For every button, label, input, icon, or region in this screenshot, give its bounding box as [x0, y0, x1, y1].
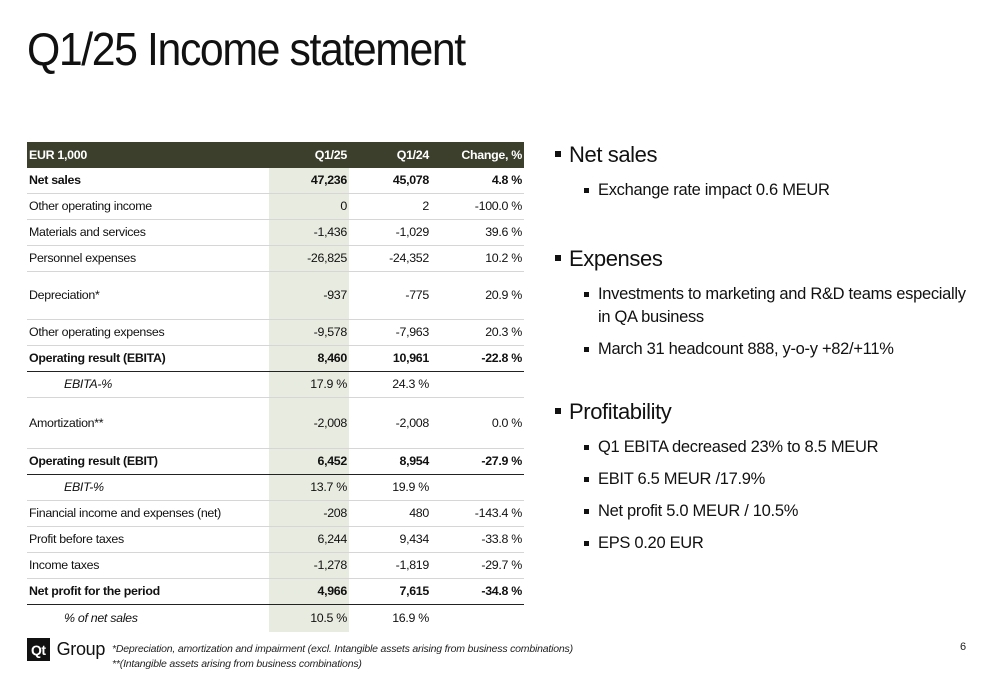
- qt-group-logo: [27, 638, 105, 661]
- bullet-square-icon: [584, 445, 589, 450]
- header-q1-24: Q1/24: [396, 148, 429, 162]
- row-label: Net sales: [29, 173, 81, 188]
- sub-bullet-text: EPS 0.20 EUR: [598, 534, 704, 552]
- row-label: Amortization**: [29, 415, 104, 430]
- bullet-square-icon: [584, 541, 589, 546]
- page-number: 6: [960, 641, 967, 653]
- cell-change: 39.6 %: [485, 225, 522, 239]
- row-label: Depreciation*: [29, 288, 100, 302]
- sub-bullet-text: Net profit 5.0 MEUR / 10.5%: [598, 502, 799, 520]
- table-row: [27, 448, 524, 474]
- bullet-square-icon: [584, 292, 589, 297]
- header-q1-25: Q1/25: [314, 148, 347, 162]
- cell-q1-24: 7,615: [399, 584, 429, 598]
- table-row: [27, 474, 524, 500]
- cell-q1-24: -24,352: [389, 251, 429, 265]
- cell-q1-25: -1,436: [269, 219, 349, 245]
- sub-bullet-text: Exchange rate impact 0.6 MEUR: [598, 181, 830, 199]
- bullet-net-sales: [555, 140, 975, 170]
- row-label: Personnel expenses: [29, 251, 136, 265]
- cell-q1-24: 480: [409, 506, 429, 520]
- sub-bullet-text: Q1 EBITA decreased 23% to 8.5 MEUR: [598, 438, 879, 456]
- qt-logo-mark: Qt: [27, 638, 50, 661]
- table-row: [27, 552, 524, 578]
- bullet-heading: Expenses: [569, 246, 663, 271]
- cell-q1-24: -1,819: [395, 558, 429, 572]
- qt-logo-text: Group: [56, 639, 106, 659]
- cell-q1-24: 45,078: [392, 173, 429, 188]
- cell-q1-25: 0: [269, 193, 349, 219]
- cell-change: [431, 604, 524, 632]
- row-label: Financial income and expenses (net): [29, 506, 221, 520]
- bullet-square-icon: [555, 151, 561, 157]
- bullet-heading: Net sales: [569, 142, 658, 167]
- header-change: Change, %: [461, 148, 522, 162]
- cell-q1-25: -9,578: [269, 319, 349, 345]
- row-label: EBITA-%: [64, 377, 112, 391]
- cell-q1-25: 47,236: [269, 168, 349, 193]
- row-label: Operating result (EBIT): [29, 454, 158, 468]
- table-row: [27, 319, 524, 345]
- sub-bullet: [555, 468, 975, 491]
- cell-q1-25: 6,244: [269, 526, 349, 552]
- sub-bullet: [555, 500, 975, 523]
- table-row: [27, 168, 524, 193]
- table-row: [27, 526, 524, 552]
- table-row: [27, 578, 524, 604]
- cell-change: [431, 474, 524, 500]
- cell-change: 20.9 %: [485, 288, 522, 302]
- cell-change: [431, 371, 524, 397]
- row-label: Materials and services: [29, 225, 146, 239]
- cell-change: 0.0 %: [491, 415, 522, 430]
- cell-q1-24: -2,008: [395, 415, 429, 430]
- cell-change: 10.2 %: [485, 251, 522, 265]
- table-row: [27, 193, 524, 219]
- sub-bullet: [555, 532, 975, 555]
- bullet-profitability: [555, 397, 975, 427]
- cell-q1-24: -775: [405, 288, 429, 302]
- cell-q1-24: 10,961: [392, 351, 429, 365]
- commentary-bullets: [555, 140, 975, 555]
- cell-q1-24: 9,434: [399, 532, 429, 546]
- cell-change: -34.8 %: [481, 584, 522, 598]
- bullet-square-icon: [584, 347, 589, 352]
- sub-bullet-text: Investments to marketing and R&D teams especially in QA business: [598, 285, 966, 326]
- cell-q1-25: 10.5 %: [269, 604, 349, 632]
- cell-q1-25: 17.9 %: [269, 371, 349, 397]
- sub-bullet: [555, 283, 975, 329]
- cell-q1-25: -208: [269, 500, 349, 526]
- cell-q1-24: -7,963: [395, 325, 429, 339]
- income-statement-table: [27, 142, 524, 632]
- cell-q1-25: -1,278: [269, 552, 349, 578]
- table-row: [27, 245, 524, 271]
- bullet-square-icon: [584, 188, 589, 193]
- cell-q1-25: 4,966: [269, 578, 349, 604]
- cell-q1-25: -937: [269, 271, 349, 319]
- row-label: Other operating income: [29, 199, 152, 213]
- bullet-square-icon: [555, 255, 561, 261]
- sub-bullet-text: March 31 headcount 888, y-o-y +82/+11%: [598, 340, 894, 358]
- footnote-depreciation: *Depreciation, amortization and impairment (excl. Intangible assets arising from business combinations): [112, 643, 573, 655]
- sub-bullet: [555, 436, 975, 459]
- row-label: Profit before taxes: [29, 532, 124, 546]
- cell-q1-25: -2,008: [269, 397, 349, 448]
- row-label: EBIT-%: [64, 480, 104, 494]
- cell-change: -29.7 %: [481, 558, 522, 572]
- bullet-square-icon: [584, 509, 589, 514]
- cell-change: -33.8 %: [481, 532, 522, 546]
- cell-q1-25: 6,452: [269, 448, 349, 474]
- footnotes: [112, 642, 573, 672]
- cell-change: -22.8 %: [481, 351, 522, 365]
- cell-q1-25: 8,460: [269, 345, 349, 371]
- footnote-amortization: **(Intangible assets arising from business combinations): [112, 658, 362, 670]
- cell-q1-24: 2: [422, 199, 429, 213]
- row-label: % of net sales: [64, 611, 138, 626]
- bullet-heading: Profitability: [569, 399, 672, 424]
- table-row: [27, 500, 524, 526]
- bullet-square-icon: [584, 477, 589, 482]
- cell-change: -143.4 %: [474, 506, 522, 520]
- cell-change: -27.9 %: [481, 454, 522, 468]
- table-row: [27, 219, 524, 245]
- cell-change: -100.0 %: [474, 199, 522, 213]
- cell-change: 4.8 %: [491, 173, 522, 188]
- cell-q1-24: 19.9 %: [392, 480, 429, 494]
- cell-change: 20.3 %: [485, 325, 522, 339]
- bullet-square-icon: [555, 408, 561, 414]
- sub-bullet: [555, 179, 975, 202]
- row-label: Net profit for the period: [29, 584, 160, 598]
- bullet-expenses: [555, 244, 975, 274]
- cell-q1-25: -26,825: [269, 245, 349, 271]
- table-header-row: [27, 142, 524, 168]
- row-label: Income taxes: [29, 558, 100, 572]
- table-row: [27, 271, 524, 319]
- table-row: [27, 604, 524, 632]
- page-title: Q1/25 Income statement: [27, 23, 465, 75]
- table-row: [27, 371, 524, 397]
- row-label: Other operating expenses: [29, 325, 165, 339]
- table-row: [27, 397, 524, 448]
- cell-q1-24: 8,954: [399, 454, 429, 468]
- cell-q1-24: -1,029: [395, 225, 429, 239]
- sub-bullet-text: EBIT 6.5 MEUR /17.9%: [598, 470, 766, 488]
- sub-bullet: [555, 338, 975, 361]
- cell-q1-24: 24.3 %: [392, 377, 429, 391]
- table-row: [27, 345, 524, 371]
- cell-q1-25: 13.7 %: [269, 474, 349, 500]
- cell-q1-24: 16.9 %: [392, 611, 429, 626]
- row-label: Operating result (EBITA): [29, 351, 166, 365]
- header-unit: EUR 1,000: [29, 148, 87, 162]
